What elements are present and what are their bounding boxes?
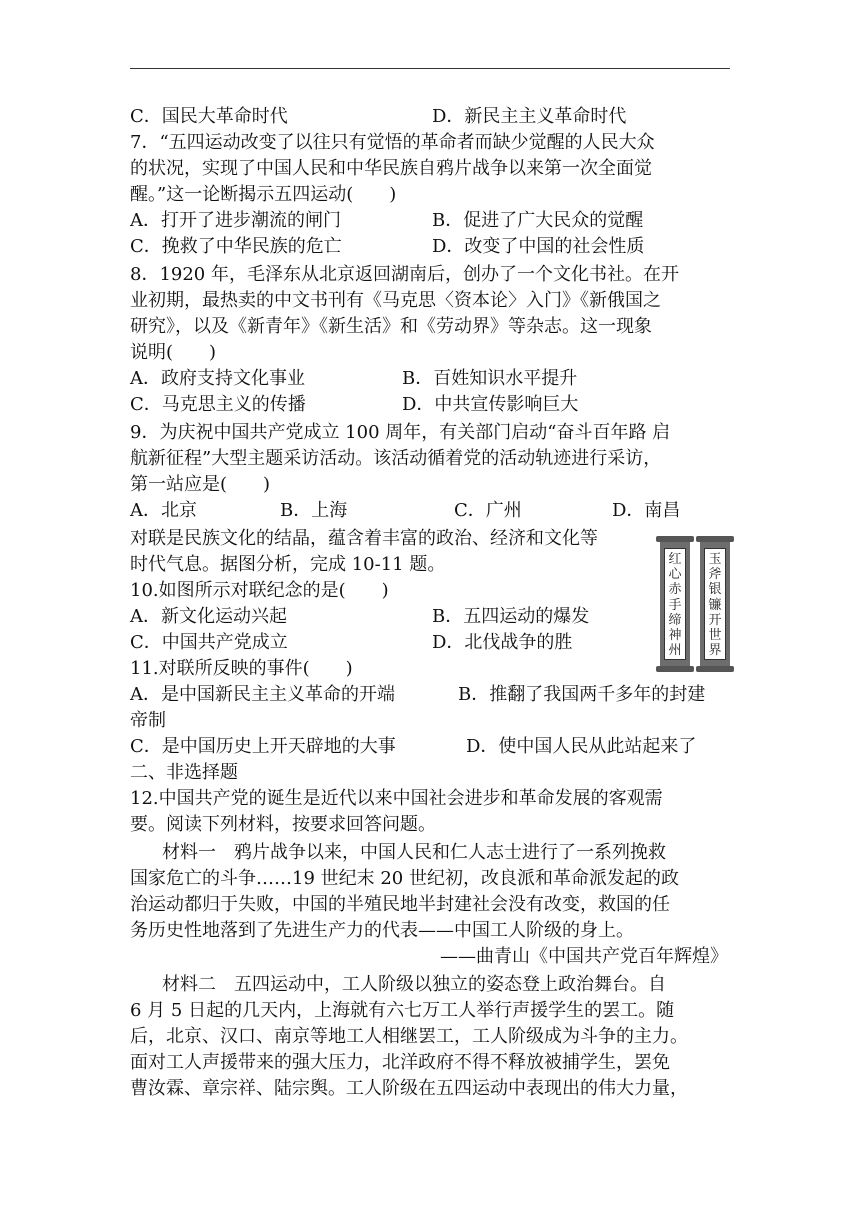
q8-option-d: D．中共宣传影响巨大 (402, 394, 579, 415)
couplet-right-text: 玉斧银镰开世界 (704, 548, 726, 660)
section-heading: 二、非选择题 (130, 762, 238, 783)
material1-line: 国家危亡的斗争……19 世纪末 20 世纪初，改良派和革命派发起的政 (130, 868, 679, 889)
intro-line: 时代气息。据图分析，完成 10-11 题。 (130, 554, 446, 575)
q12-stem-line: 要。阅读下列材料，按要求回答问题。 (130, 814, 436, 835)
material1-line: 材料一 鸦片战争以来，中国人民和仁人志士进行了一系列挽救 (162, 842, 666, 863)
couplet-left-text: 红心赤手缔神州 (664, 548, 686, 660)
q8-option-b: B．百姓知识水平提升 (402, 368, 578, 389)
q11-option-b-continued: 帝制 (130, 710, 166, 731)
material1-line: 务历史性地落到了先进生产力的代表——中国工人阶级的身上。 (130, 920, 634, 941)
q7-stem-line: 7．“五四运动改变了以往只有觉悟的革命者而缺少觉醒的人民大众 (130, 132, 655, 153)
couplet-picture (658, 536, 734, 674)
header-rule (130, 68, 730, 69)
q7-option-a: A．打开了进步潮流的闸门 (130, 210, 341, 231)
material2-line: 6 月 5 日起的几天内，上海就有六七万工人举行声援学生的罢工。随 (130, 1000, 675, 1021)
q6-option-c: C．国民大革命时代 (130, 106, 288, 127)
q6-option-d: D．新民主主义革命时代 (432, 106, 627, 127)
q9-stem-line: 9．为庆祝中国共产党成立 100 周年，有关部门启动“奋斗百年路 启 (130, 422, 671, 443)
material1-source: ——曲青山《中国共产党百年辉煌》 (440, 946, 728, 967)
q8-stem-line: 说明( ) (130, 342, 217, 363)
q9-option-d: D．南昌 (612, 500, 681, 521)
q8-stem-line: 研究》，以及《新青年》《新生活》和《劳动界》等杂志。这一现象 (130, 316, 652, 337)
q10-option-c: C．中国共产党成立 (130, 632, 288, 653)
q11-option-d: D．使中国人民从此站起来了 (466, 736, 697, 757)
q8-option-a: A．政府支持文化事业 (130, 368, 305, 389)
q11-stem: 11.对联所反映的事件( ) (130, 658, 353, 679)
couplet-left-scroll (658, 536, 692, 672)
material2-line: 后，北京、汉口、南京等地工人相继罢工，工人阶级成为斗争的主力。 (130, 1026, 688, 1047)
q7-stem-line: 醒。”这一论断揭示五四运动( ) (130, 184, 397, 205)
q10-option-b: B．五四运动的爆发 (432, 606, 590, 627)
q8-stem-line: 业初期，最热卖的中文书刊有《马克思〈资本论〉入门》《新俄国之 (130, 290, 661, 311)
q11-option-a: A．是中国新民主主义革命的开端 (130, 684, 395, 705)
q7-option-c: C．挽救了中华民族的危亡 (130, 236, 342, 257)
intro-line: 对联是民族文化的结晶，蕴含着丰富的政治、经济和文化等 (130, 528, 598, 549)
q8-option-c: C．马克思主义的传播 (130, 394, 306, 415)
q9-stem-line: 航新征程”大型主题采访活动。该活动循着党的活动轨迹进行采访， (130, 448, 662, 469)
q9-option-b: B．上海 (280, 500, 348, 521)
q8-stem-line: 8．1920 年，毛泽东从北京返回湖南后，创办了一个文化书社。在开 (130, 264, 679, 285)
q11-option-b: B．推翻了我国两千多年的封建 (458, 684, 706, 705)
q9-option-c: C．广州 (454, 500, 522, 521)
q11-option-c: C．是中国历史上开天辟地的大事 (130, 736, 396, 757)
material2-line: 面对工人声援带来的强大压力，北洋政府不得不释放被捕学生，罢免 (130, 1052, 670, 1073)
q10-option-d: D．北伐战争的胜 (432, 632, 573, 653)
q7-option-b: B．促进了广大民众的觉醒 (432, 210, 644, 231)
q9-option-a: A．北京 (130, 500, 197, 521)
q9-stem-line: 第一站应是( ) (130, 474, 271, 495)
q10-stem: 10.如图所示对联纪念的是( ) (130, 580, 389, 601)
material2-line: 曹汝霖、章宗祥、陆宗舆。工人阶级在五四运动中表现出的伟大力量， (130, 1078, 688, 1099)
q7-option-d: D．改变了中国的社会性质 (432, 236, 645, 257)
q7-stem-line: 的状况，实现了中国人民和中华民族自鸦片战争以来第一次全面觉 (130, 158, 652, 179)
q10-option-a: A．新文化运动兴起 (130, 606, 287, 627)
couplet-right-scroll (698, 536, 732, 672)
q12-stem-line: 12.中国共产党的诞生是近代以来中国社会进步和革命发展的客观需 (130, 788, 663, 809)
material2-line: 材料二 五四运动中，工人阶级以独立的姿态登上政治舞台。自 (162, 974, 666, 995)
material1-line: 治运动都归于失败，中国的半殖民地半封建社会没有改变，救国的任 (130, 894, 670, 915)
